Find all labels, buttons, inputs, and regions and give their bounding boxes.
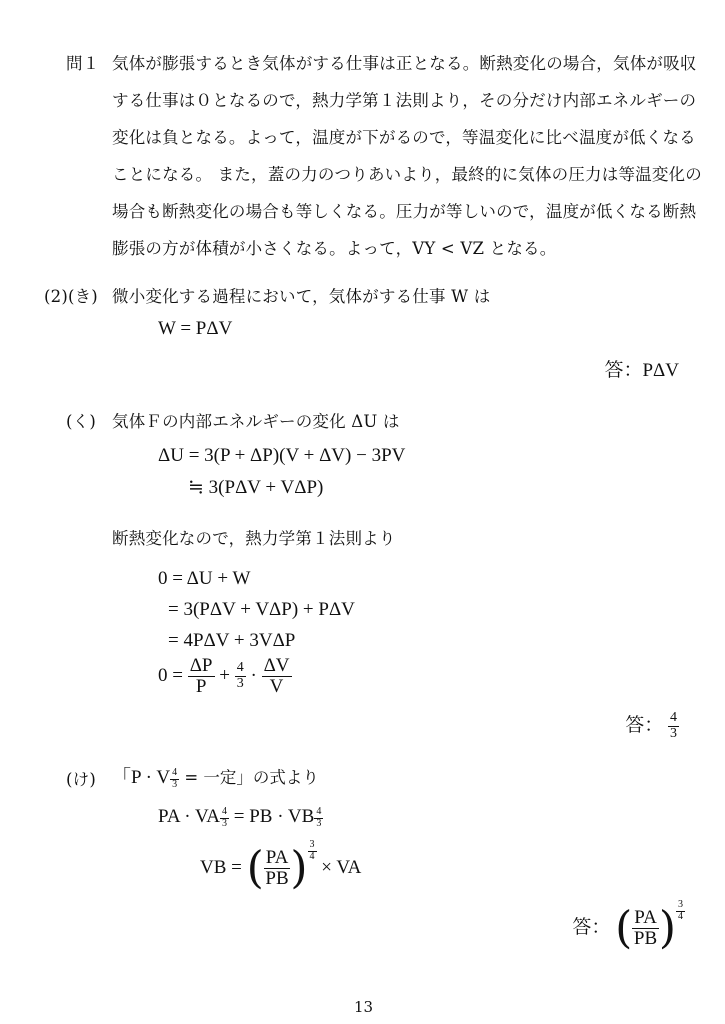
question-1-line-3: 変化は負となる。よって，温度が下がるので，等温変化に比べ温度が低くなる <box>112 128 696 147</box>
ku-eq6-fraction-3: $\frac{\Delta V}{V}$ <box>263 655 290 697</box>
ki-answer: 答：PΔV <box>604 360 679 381</box>
ku-equation-2: ≒ 3(PΔV + VΔP) <box>188 477 324 498</box>
ki-text: 微小変化する過程において，気体がする仕事 W は <box>112 287 491 306</box>
ku-eq6-fraction-2: $\frac{4}{3}$ <box>236 660 244 691</box>
ku-equation-3: 0 = ΔU + W <box>158 568 251 589</box>
ku-equation-4: = 3(PΔV + VΔP) + PΔV <box>168 599 355 620</box>
ku-equation-6: 0 = $\frac{\Delta P}{P}$ + $\frac{4}{3}$ · $\frac{\Delta V}{V}$ <box>158 655 290 697</box>
ku-equation-5: = 4PΔV + 3VΔP <box>168 630 296 651</box>
ku-answer: 答： $\frac{4}{3}$ <box>625 710 677 742</box>
ke-equation-2: VB = ( $\frac{PA}{PB}$ ) $\frac{3}{4}$ × VA <box>200 839 362 894</box>
ki-equation: W = PΔV <box>158 318 233 339</box>
question-1-line-1: 気体が膨張するとき気体がする仕事は正となる。断熱変化の場合，気体が吸収 <box>112 54 697 73</box>
ke-label: (け) <box>66 770 96 789</box>
ku-equation-1: ΔU = 3(P + ΔP)(V + ΔV) − 3PV <box>158 445 406 466</box>
ku-eq6-fraction-1: $\frac{\Delta P}{P}$ <box>189 655 213 697</box>
ke-text: 「P · V $\frac{4}{3}$ = 一定」の式より <box>112 767 319 790</box>
ku-text-2: 断熱変化なので，熱力学第１法則より <box>112 529 396 548</box>
question-1-line-5: 場合も断熱変化の場合も等しくなる。圧力が等しいので，温度が低くなる断熱 <box>112 202 697 221</box>
question-1-label: 問１ <box>66 54 100 73</box>
ke-equation-1: PA · VA $\frac{4}{3}$ = PB · VB $\frac{4}{3}$ <box>158 806 322 829</box>
ku-label: (く) <box>66 412 96 431</box>
ku-eq6-lhs: 0 = <box>158 664 183 686</box>
ku-text: 気体Ｆの内部エネルギーの変化 ΔU は <box>112 412 400 431</box>
question-1-line-2: する仕事は０となるので，熱力学第１法則より，その分だけ内部エネルギーの <box>112 91 697 110</box>
question-1-line-4: ことになる。 また，蓋の力のつりあいより，最終的に気体の圧力は等温変化の <box>112 165 702 184</box>
question-1-line-6: 膨張の方が体積が小さくなる。よって，VY < VZ となる。 <box>112 239 557 258</box>
ke-answer: 答： ( $\frac{PA}{PB}$ ) $\frac{3}{4}$ <box>572 899 683 954</box>
ki-label: (2)(き) <box>44 287 98 306</box>
page-number: 13 <box>354 998 374 1016</box>
